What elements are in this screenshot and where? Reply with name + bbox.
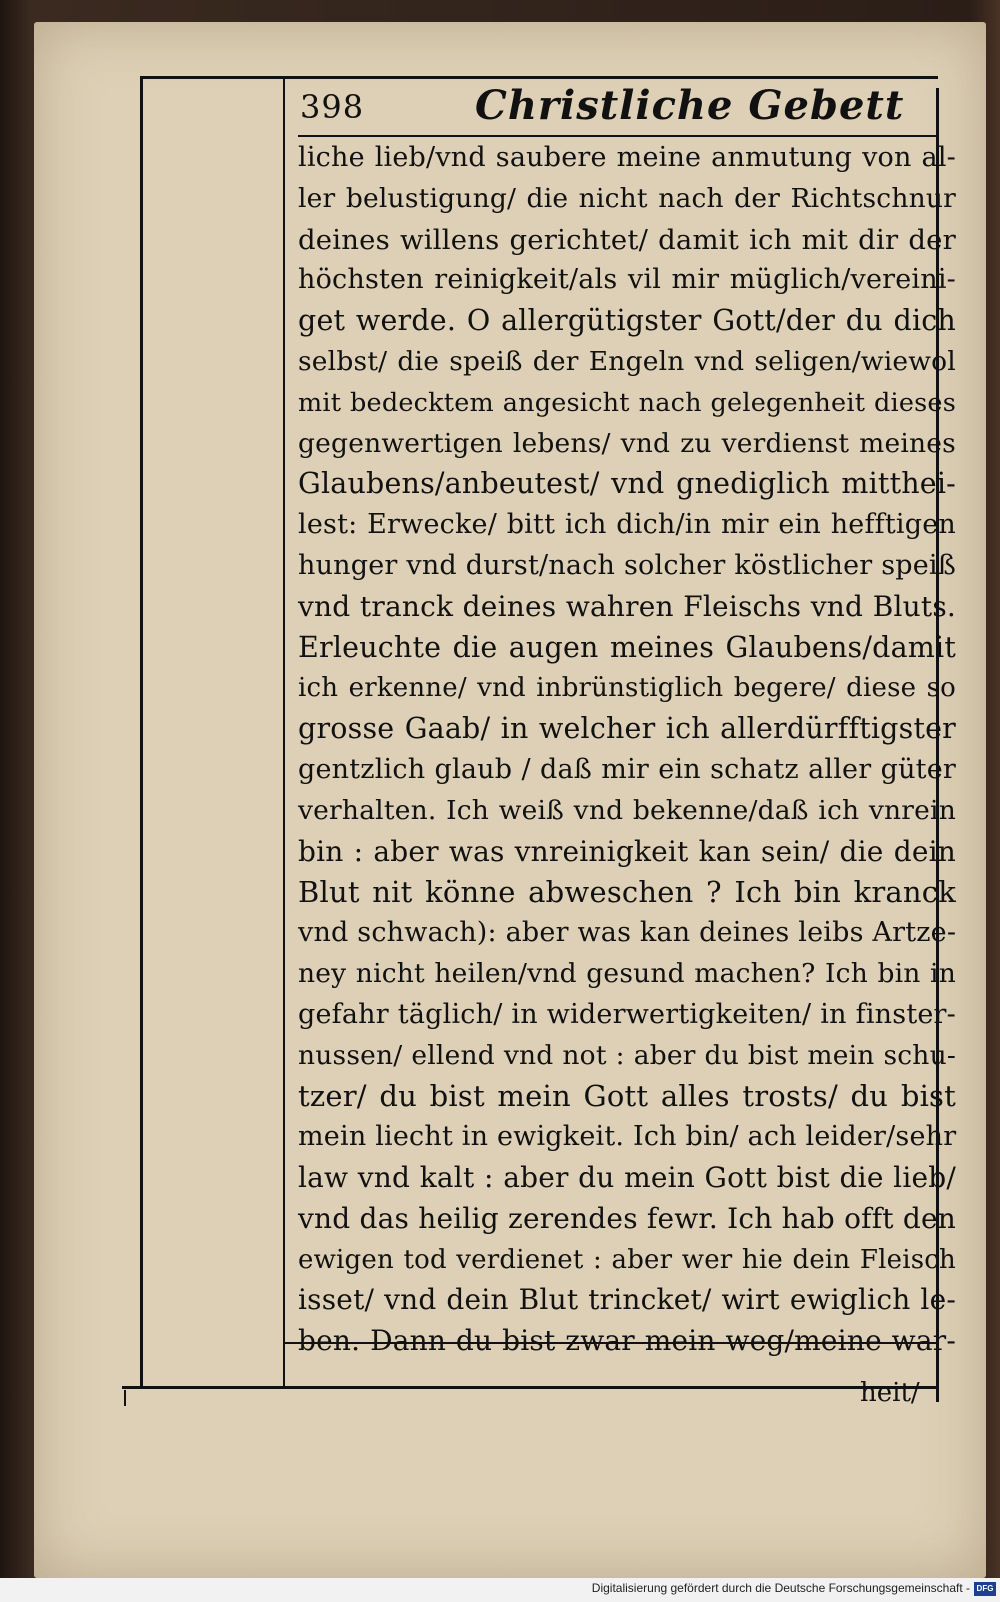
text-line: ney nicht heilen/vnd gesund machen? Ich bin in: [298, 957, 956, 989]
text-line: selbst/ die speiß der Engeln vnd seligen/wiewol: [298, 345, 956, 377]
text-line: bin : aber was vnreinigkeit kan sein/ die dein: [298, 834, 956, 868]
funding-credit: Digitalisierung gefördert durch die Deutsche Forschungsgemeinschaft -: [591, 1581, 970, 1595]
running-title: Christliche Gebett: [475, 82, 905, 129]
text-line: vnd tranck deines wahren Fleischs vnd Bluts.: [298, 589, 956, 623]
text-line: liche lieb/vnd saubere meine anmutung von al-: [298, 142, 956, 173]
text-line: mein liecht in ewigkeit. Ich bin/ ach leider/sehr: [298, 1121, 957, 1153]
text-line: ich erkenne/ vnd inbrünstiglich begere/ diese so: [298, 673, 956, 704]
text-line: gefahr täglich/ in widerwertigkeiten/ in finster-: [298, 998, 956, 1030]
text-line: vnd das heilig zerendes fewr. Ich hab offt den: [298, 1201, 956, 1235]
text-line: Glaubens/anbeutest/ vnd gnediglich mitthei-: [298, 467, 956, 501]
text-line: ewigen tod verdienet : aber wer hie dein Fleisch: [298, 1244, 956, 1275]
text-line: law vnd kalt : aber du mein Gott bist die lieb/: [298, 1160, 956, 1194]
text-line: Blut nit könne abweschen ? Ich bin kranck: [298, 875, 956, 910]
text-line: ben. Dann du bist zwar mein weg/meine war-: [298, 1324, 956, 1358]
text-line: höchsten reinigkeit/als vil mir müglich/vereini-: [298, 264, 956, 296]
text-line: verhalten. Ich weiß vnd bekenne/daß ich vnrein: [298, 794, 956, 826]
catchword: heit/: [860, 1378, 920, 1408]
body-text: [298, 138, 956, 1362]
text-line: grosse Gaab/ in welcher ich allerdürfftigster: [298, 712, 956, 746]
digitization-footer: [0, 1578, 1000, 1602]
text-line: isset/ vnd dein Blut trincket/ wirt ewiglich le-: [298, 1283, 956, 1317]
text-line: tzer/ du bist mein Gott alles trosts/ du bist: [298, 1079, 956, 1114]
text-line: get werde. O allergütigster Gott/der du dich: [298, 304, 956, 338]
bottom-rule: [122, 1386, 938, 1389]
text-line: Erleuchte die augen meines Glaubens/damit: [298, 630, 956, 664]
dfg-logo-icon: DFG: [974, 1582, 996, 1596]
text-line: hunger vnd durst/nach solcher köstlicher speiß: [298, 549, 956, 581]
text-line: vnd schwach): aber was kan deines leibs Artze-: [298, 917, 957, 949]
text-line: mit bedecktem angesicht nach gelegenheit dieses: [298, 387, 956, 418]
text-line: ler belustigung/ die nicht nach der Richtschnur: [298, 182, 956, 214]
text-line: nussen/ ellend vnd not : aber du bist mein schu-: [298, 1039, 956, 1071]
page-header: [300, 78, 960, 136]
text-line: gegenwertigen lebens/ vnd zu verdienst meines: [298, 427, 956, 459]
text-line: deines willens gerichtet/ damit ich mit dir der: [298, 223, 956, 256]
page-number: 398: [300, 88, 365, 126]
text-line: lest: Erwecke/ bitt ich dich/in mir ein hefftigen: [298, 509, 956, 541]
bottom-left-tick: [124, 1390, 126, 1406]
inner-left-rule: [283, 78, 285, 1386]
text-line: gentzlich glaub / daß mir ein schatz aller güter: [298, 753, 956, 785]
outer-left-rule: [140, 78, 143, 1386]
